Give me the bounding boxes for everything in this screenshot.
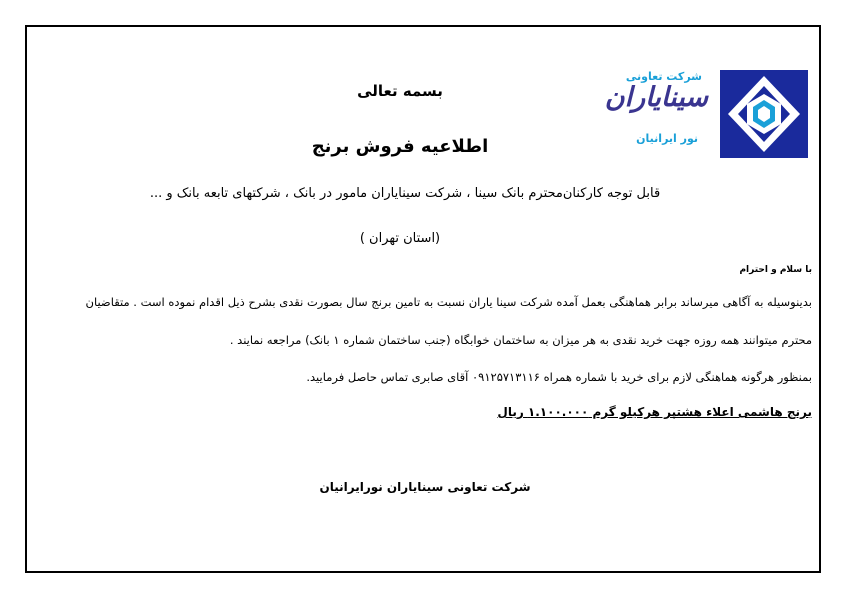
announcement-title: اطلاعیه فروش برنج xyxy=(311,136,489,157)
logo-line-name: سینایاران xyxy=(604,82,708,113)
province-line: (استان تهران ) xyxy=(359,231,441,246)
logo-line-company: شرکت تعاونی xyxy=(625,70,702,83)
body-paragraph-line-3: بمنظور هرگونه هماهنگی لازم برای خرید با شماره همراه ۰۹۱۲۵۷۱۳۱۱۶ آقای صابری تماس حاصل فرمایید. xyxy=(306,370,812,384)
logo-line-nour: نور ایرانیان xyxy=(636,132,698,145)
sinayaran-logo xyxy=(604,70,712,158)
signature: شرکت تعاونی سینایاران نورایرانیان xyxy=(319,480,531,494)
body-paragraph-line-1: بدینوسیله به آگاهی میرساند برابر هماهنگی بعمل آمده شرکت سینا یاران نسبت به تامین برنج سال بصورت نقدی بشرح ذیل اقدام نموده است . متقاضیان xyxy=(85,295,812,309)
body-paragraph-line-2: محترم میتوانند همه روزه جهت خرید نقدی به هر میزان به ساختمان خوابگاه (جنب ساختمان شماره ۱ بانک) مراجعه نمایند . xyxy=(229,333,812,347)
audience-line: قابل توجه کارکنان‌محترم بانک سینا ، شرکت سینایاران مامور در بانک ، شرکتهای تابعه بانک و ... xyxy=(149,186,661,201)
salutation: با سلام و احترام xyxy=(739,265,812,275)
price-line: برنج هاشمی اعلاء هشتپر هرکیلو گرم ۱.۱۰۰.۰۰۰ ریال xyxy=(497,405,812,419)
sina-bank-emblem-icon xyxy=(720,70,808,158)
invocation: بسمه تعالی xyxy=(357,82,443,100)
